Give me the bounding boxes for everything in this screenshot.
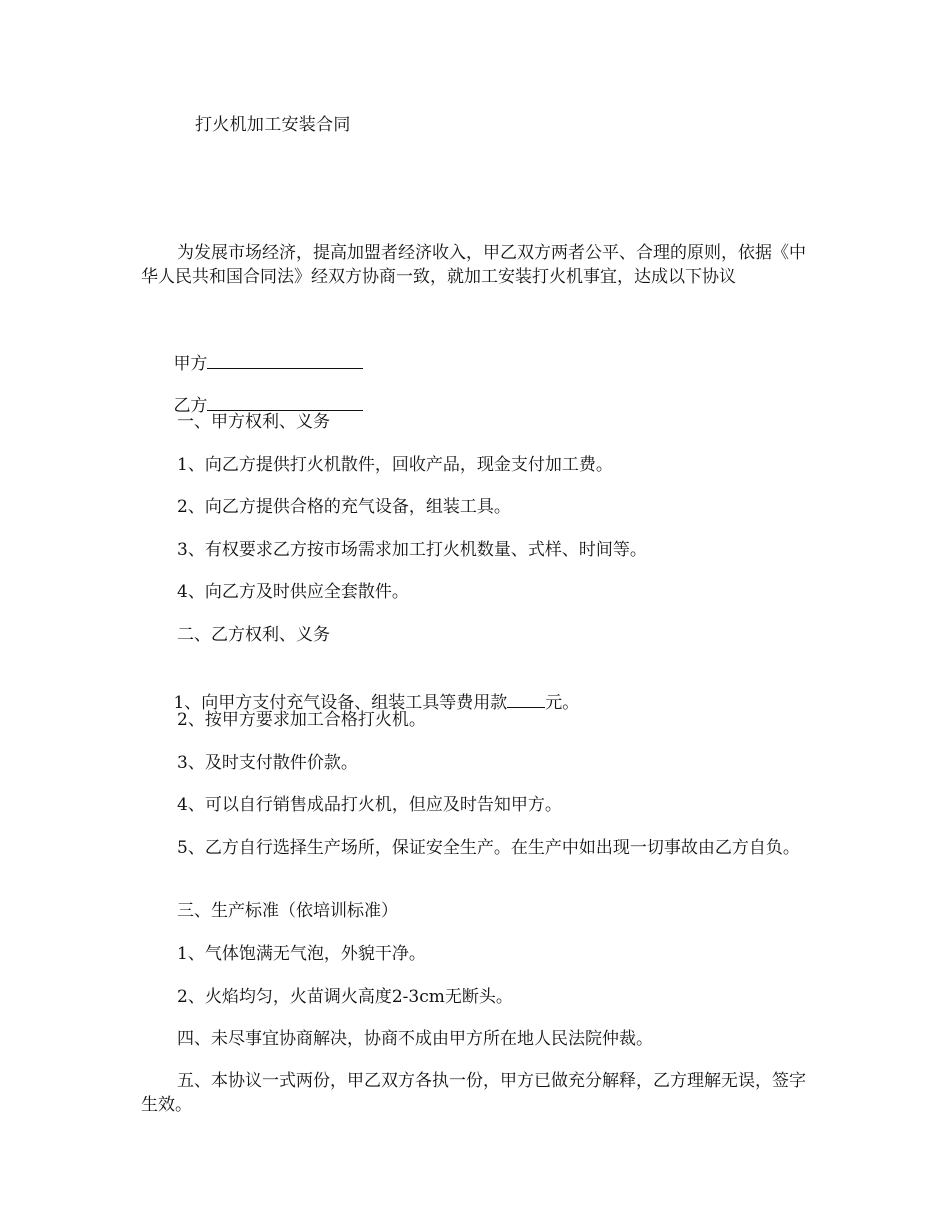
party-a-blank: [207, 350, 363, 369]
section5-text: 五、本协议一式两份，甲乙双方各执一份，甲方已做充分解释，乙方理解无误，签字生效。: [141, 1071, 806, 1115]
party-a-label: 甲方: [173, 354, 208, 374]
section2-item-4: [141, 793, 821, 817]
section3-heading-block: [141, 899, 821, 923]
list-item: 5、乙方自行选择生产场所，保证安全生产。在生产中如出现一切事故由乙方自负。: [177, 838, 800, 858]
section1-item-3: [141, 538, 821, 562]
section2-item-3: [141, 751, 821, 775]
section2-item1-suffix: 元。: [545, 693, 580, 713]
section3-item-2: [141, 985, 821, 1009]
list-item: 4、向乙方及时供应全套散件。: [177, 582, 409, 602]
list-item: 4、可以自行销售成品打火机，但应及时告知甲方。: [177, 795, 562, 815]
section2-item-2: [141, 708, 821, 732]
section2-heading-block: [141, 623, 821, 647]
list-item: 2、火焰均匀，火苗调火高度2-3cm无断头。: [177, 987, 513, 1007]
section4-block: [141, 1027, 821, 1051]
list-item: 1、向乙方提供打火机散件，回收产品，现金支付加工费。: [177, 455, 613, 475]
section3-heading: 三、生产标准（依培训标准）: [177, 901, 398, 921]
intro-paragraph: [141, 241, 821, 289]
section1-item-1: [141, 453, 821, 477]
list-item: 2、向乙方提供合格的充气设备，组装工具。: [177, 497, 511, 517]
section4-text: 四、未尽事宜协商解决，协商不成由甲方所在地人民法院仲裁。: [177, 1029, 653, 1049]
section1-item-2: [141, 495, 821, 519]
list-item: 2、按甲方要求加工合格打火机。: [177, 710, 426, 730]
list-item: 3、有权要求乙方按市场需求加工打火机数量、式样、时间等。: [177, 540, 647, 560]
section5-block: [141, 1069, 821, 1117]
section1-item-4: [141, 580, 821, 604]
party-b-label: 乙方: [173, 396, 208, 416]
section2-item-5: [141, 836, 821, 860]
fee-amount-blank: [507, 689, 545, 708]
intro-text: 为发展市场经济，提高加盟者经济收入，甲乙双方两者公平、合理的原则，依据《中华人民共和国合同法》经双方协商一致，就加工安装打火机事宜，达成以下协议: [141, 243, 806, 287]
section2-item1-text: 1、向甲方支付充气设备、组装工具等费用款: [173, 693, 508, 713]
party-b-blank: [207, 392, 363, 411]
section3-item-1: [141, 942, 821, 966]
section2-heading: 二、乙方权利、义务: [177, 625, 330, 645]
document-title: 打火机加工安装合同: [195, 115, 351, 135]
list-item: 3、及时支付散件价款。: [177, 753, 358, 773]
list-item: 1、气体饱满无气泡，外貌干净。: [177, 944, 426, 964]
section1-heading-block: [141, 410, 821, 434]
section1-heading: 一、甲方权利、义务: [177, 412, 330, 432]
